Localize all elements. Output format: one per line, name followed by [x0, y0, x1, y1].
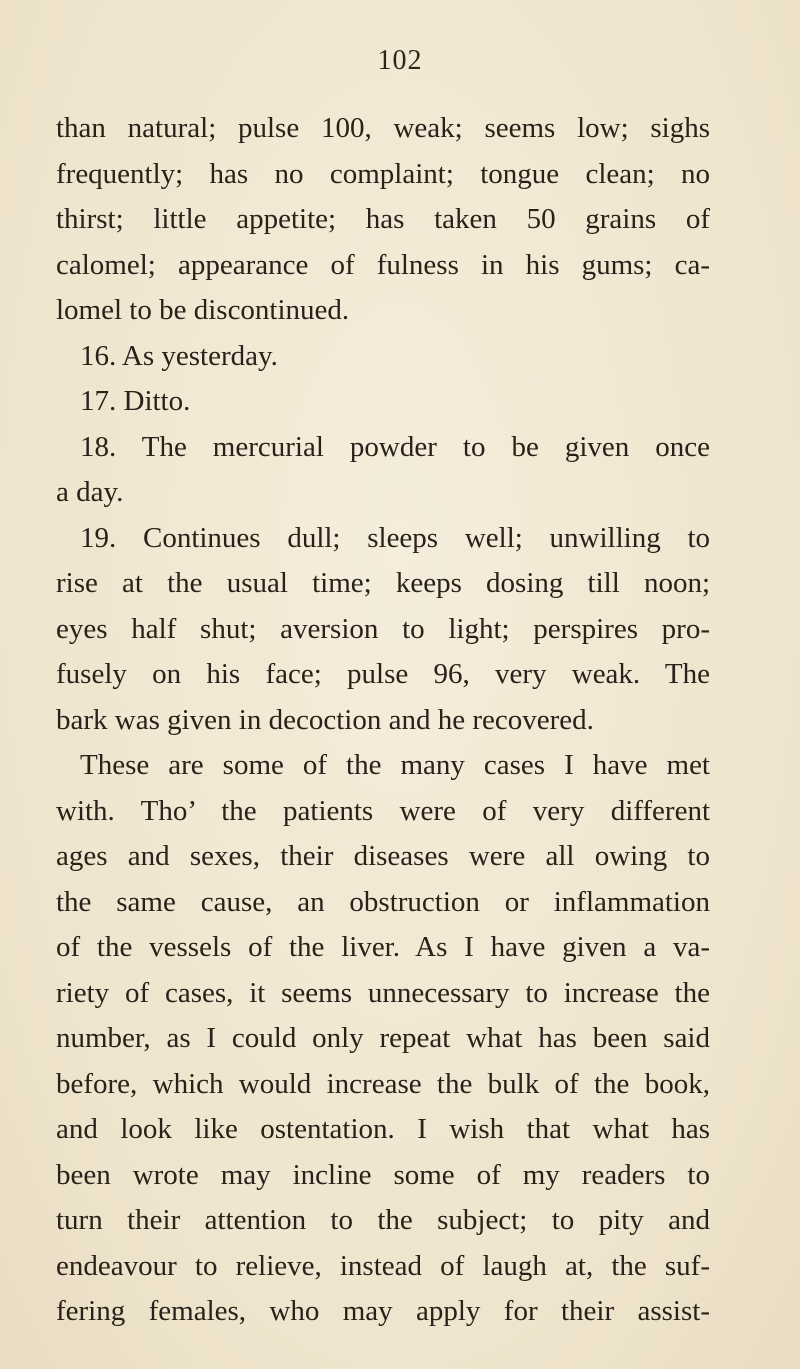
text-line: frequently; has no complaint; tongue clean; no [56, 157, 710, 190]
text-line: with. Tho’ the patients were of very different [56, 794, 710, 827]
text-line: number, as I could only repeat what has been said [56, 1022, 710, 1054]
text-line: the same cause, an obstruction or inflammation [56, 885, 710, 918]
text-line: been wrote may incline some of my readers to [56, 1158, 710, 1191]
text-line: thirst; little appetite; has taken 50 grains of [56, 203, 710, 235]
text-line: 18. The mercurial powder to be given once [80, 430, 710, 463]
text-line: 16. As yesterday. [80, 339, 278, 372]
text-line: a day. [56, 476, 124, 508]
text-line: 19. Continues dull; sleeps well; unwilling to [80, 521, 710, 554]
text-line: eyes half shut; aversion to light; perspires pro- [56, 612, 710, 645]
text-line: than natural; pulse 100, weak; seems low; sighs [56, 112, 710, 144]
page-number: 102 [377, 45, 423, 76]
text-line: riety of cases, it seems unnecessary to increase the [56, 976, 710, 1009]
text-line: endeavour to relieve, instead of laugh at, the suf- [56, 1249, 710, 1282]
body-text [56, 106, 710, 1335]
text-line: bark was given in decoction and he recovered. [56, 703, 594, 736]
text-line: fusely on his face; pulse 96, very weak. The [56, 658, 710, 690]
text-line: 17. Ditto. [80, 385, 191, 417]
text-line: fering females, who may apply for their assist- [56, 1295, 710, 1327]
text-line: rise at the usual time; keeps dosing till noon; [56, 567, 710, 599]
text-line: These are some of the many cases I have met [80, 749, 710, 781]
text-line: before, which would increase the bulk of the book, [56, 1067, 710, 1100]
text-line: and look like ostentation. I wish that what has [56, 1113, 710, 1145]
text-line: of the vessels of the liver. As I have given a va- [56, 931, 710, 963]
text-line: calomel; appearance of fulness in his gums; ca- [56, 248, 710, 281]
text-line: turn their attention to the subject; to pity and [56, 1204, 710, 1236]
text-line: lomel to be discontinued. [56, 294, 350, 326]
text-line: ages and sexes, their diseases were all owing to [56, 840, 710, 872]
